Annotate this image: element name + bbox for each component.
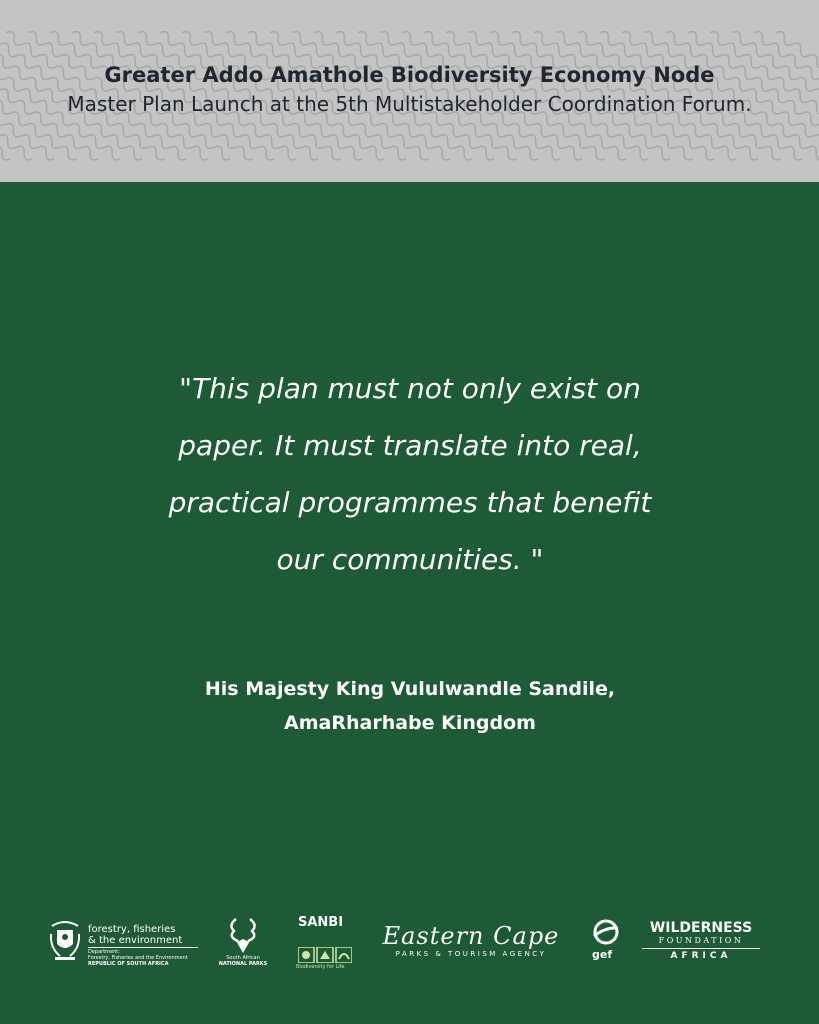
quote-line: practical programmes that benefit bbox=[168, 486, 652, 519]
divider bbox=[642, 948, 760, 949]
ecpta-name: Eastern Cape bbox=[382, 922, 560, 950]
sanbi-name: SANBI bbox=[298, 915, 344, 930]
quote-line: our communities. " bbox=[276, 543, 544, 576]
speaker-affiliation: AmaRharhabe Kingdom bbox=[284, 712, 536, 734]
dffe-small2: Forestry, Fisheries and the Environment bbox=[88, 955, 188, 961]
gef-globe-icon bbox=[588, 919, 624, 949]
header-text bbox=[0, 62, 819, 119]
speaker-attribution bbox=[110, 672, 710, 740]
sanbi-tagline: Biodiversity for Life bbox=[296, 964, 345, 970]
dffe-small3: REPUBLIC OF SOUTH AFRICA bbox=[88, 961, 169, 967]
header-banner bbox=[0, 0, 819, 182]
coat-of-arms-icon bbox=[48, 920, 82, 962]
page-subtitle: Master Plan Launch at the 5th Multistakeholder Coordination Forum. bbox=[67, 92, 752, 116]
kudu-icon bbox=[218, 917, 268, 955]
dffe-line2: & the environment bbox=[88, 935, 183, 946]
speaker-name: His Majesty King Vululwandle Sandile, bbox=[204, 678, 616, 700]
sanparks-logo bbox=[218, 917, 268, 969]
page-title: Greater Addo Amathole Biodiversity Economy Node bbox=[104, 63, 715, 87]
wilderness-line2: FOUNDATION bbox=[658, 936, 744, 945]
sanparks-line1: South African bbox=[226, 955, 260, 961]
quote-line: "This plan must not only exist on bbox=[179, 372, 641, 405]
dffe-logo bbox=[48, 920, 198, 967]
gef-name: gef bbox=[592, 948, 613, 961]
quote-line: paper. It must translate into real, bbox=[178, 429, 642, 462]
wilderness-foundation-logo bbox=[640, 920, 762, 964]
quote bbox=[110, 360, 710, 588]
gef-logo bbox=[588, 919, 624, 965]
dffe-small1: Department: bbox=[88, 949, 120, 955]
partner-logos bbox=[0, 905, 819, 975]
wilderness-line3: AFRICA bbox=[670, 951, 732, 961]
sanbi-boxes-icon bbox=[298, 947, 352, 963]
dffe-name bbox=[88, 924, 182, 946]
sanparks-text bbox=[218, 955, 268, 967]
dffe-line1: forestry, fisheries bbox=[88, 924, 176, 935]
ecpta-sub: PARKS & TOURISM AGENCY bbox=[395, 950, 547, 958]
divider bbox=[88, 947, 198, 948]
wilderness-line1: WILDERNESS bbox=[649, 920, 753, 936]
dffe-department bbox=[88, 949, 188, 967]
ecpta-logo bbox=[376, 923, 566, 965]
sanparks-line2: NATIONAL PARKS bbox=[218, 961, 268, 967]
sanbi-logo bbox=[296, 915, 354, 971]
